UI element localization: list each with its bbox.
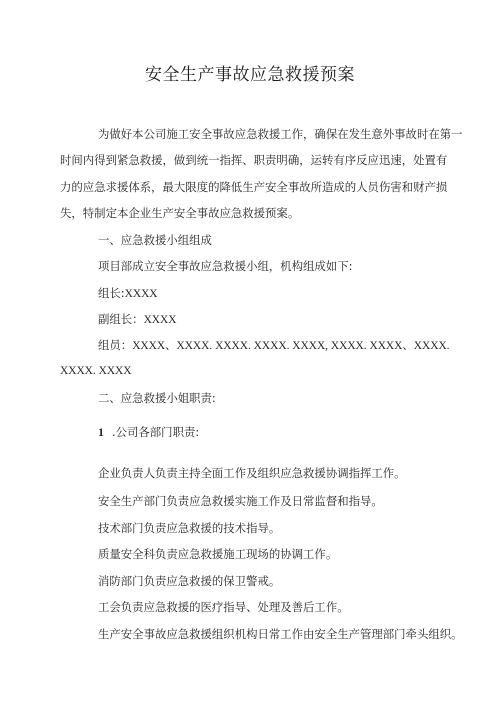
intro-line-4: 失，特制定本企业生产安全事故应急救援预案。	[60, 206, 300, 220]
sub-heading-number: 1	[98, 425, 104, 439]
document-title: 安全生产事故应急救援预案	[145, 65, 355, 85]
deputy-label: 副组长：	[98, 312, 144, 326]
leader-row	[98, 286, 158, 302]
duty-item: 工会负责应急救援的医疗指导、处理及善后工作。	[98, 600, 349, 614]
members-row	[98, 338, 450, 354]
intro-line-3: 力的应急求援体系，最大限度的降低生产安全事故所造成的人员伤害和财产损	[60, 180, 448, 194]
duty-item: 技术部门负责应急救援的技术指导。	[98, 521, 281, 535]
duty-item: 安全生产部门负责应急救援实施工作及日常监督和指导。	[98, 494, 383, 508]
deputy-value: XXXX	[143, 314, 177, 326]
leader-value: XXXX	[124, 288, 158, 300]
duty-item: 消防部门负责应急救援的保卫警戒。	[98, 574, 281, 588]
intro-line-2: 时间内得到紧急救援，做到统一指挥、职责明确，运转有序反应迅速，处置有	[60, 153, 448, 167]
section1-lead: 项目部成立安全事故应急救援小组，机构组成如下:	[98, 259, 353, 273]
duty-item: 生产安全事故应急救援组织机构日常工作由安全生产管理部门牵头组织。	[98, 627, 463, 641]
duty-item: 质量安全科负责应急救援施工现场的协调工作。	[98, 547, 338, 561]
duty-item: 企业负责人负责主持全面工作及组织应急救援协调指挥工作。	[98, 466, 406, 480]
section2-heading: 二、应急救援小姐职责:	[98, 391, 216, 405]
members-value-line1: XXXX、XXXX. XXXX. XXXX. XXXX, XXXX. XXXX、XXXX.	[132, 340, 450, 352]
section1-heading: 一、应急救援小组组成	[98, 233, 212, 247]
members-value-line2: XXXX. XXXX	[60, 365, 132, 377]
members-label: 组员：	[98, 338, 133, 352]
sub-heading-text: .公司各部门职责:	[112, 425, 200, 439]
leader-label: 组长:	[98, 286, 125, 300]
deputy-row	[98, 312, 176, 328]
intro-line-1: 为做好本公司施工安全事故应急救援工作，确保在发生意外事故时在第一	[98, 127, 463, 141]
sub-heading-row	[98, 425, 199, 440]
